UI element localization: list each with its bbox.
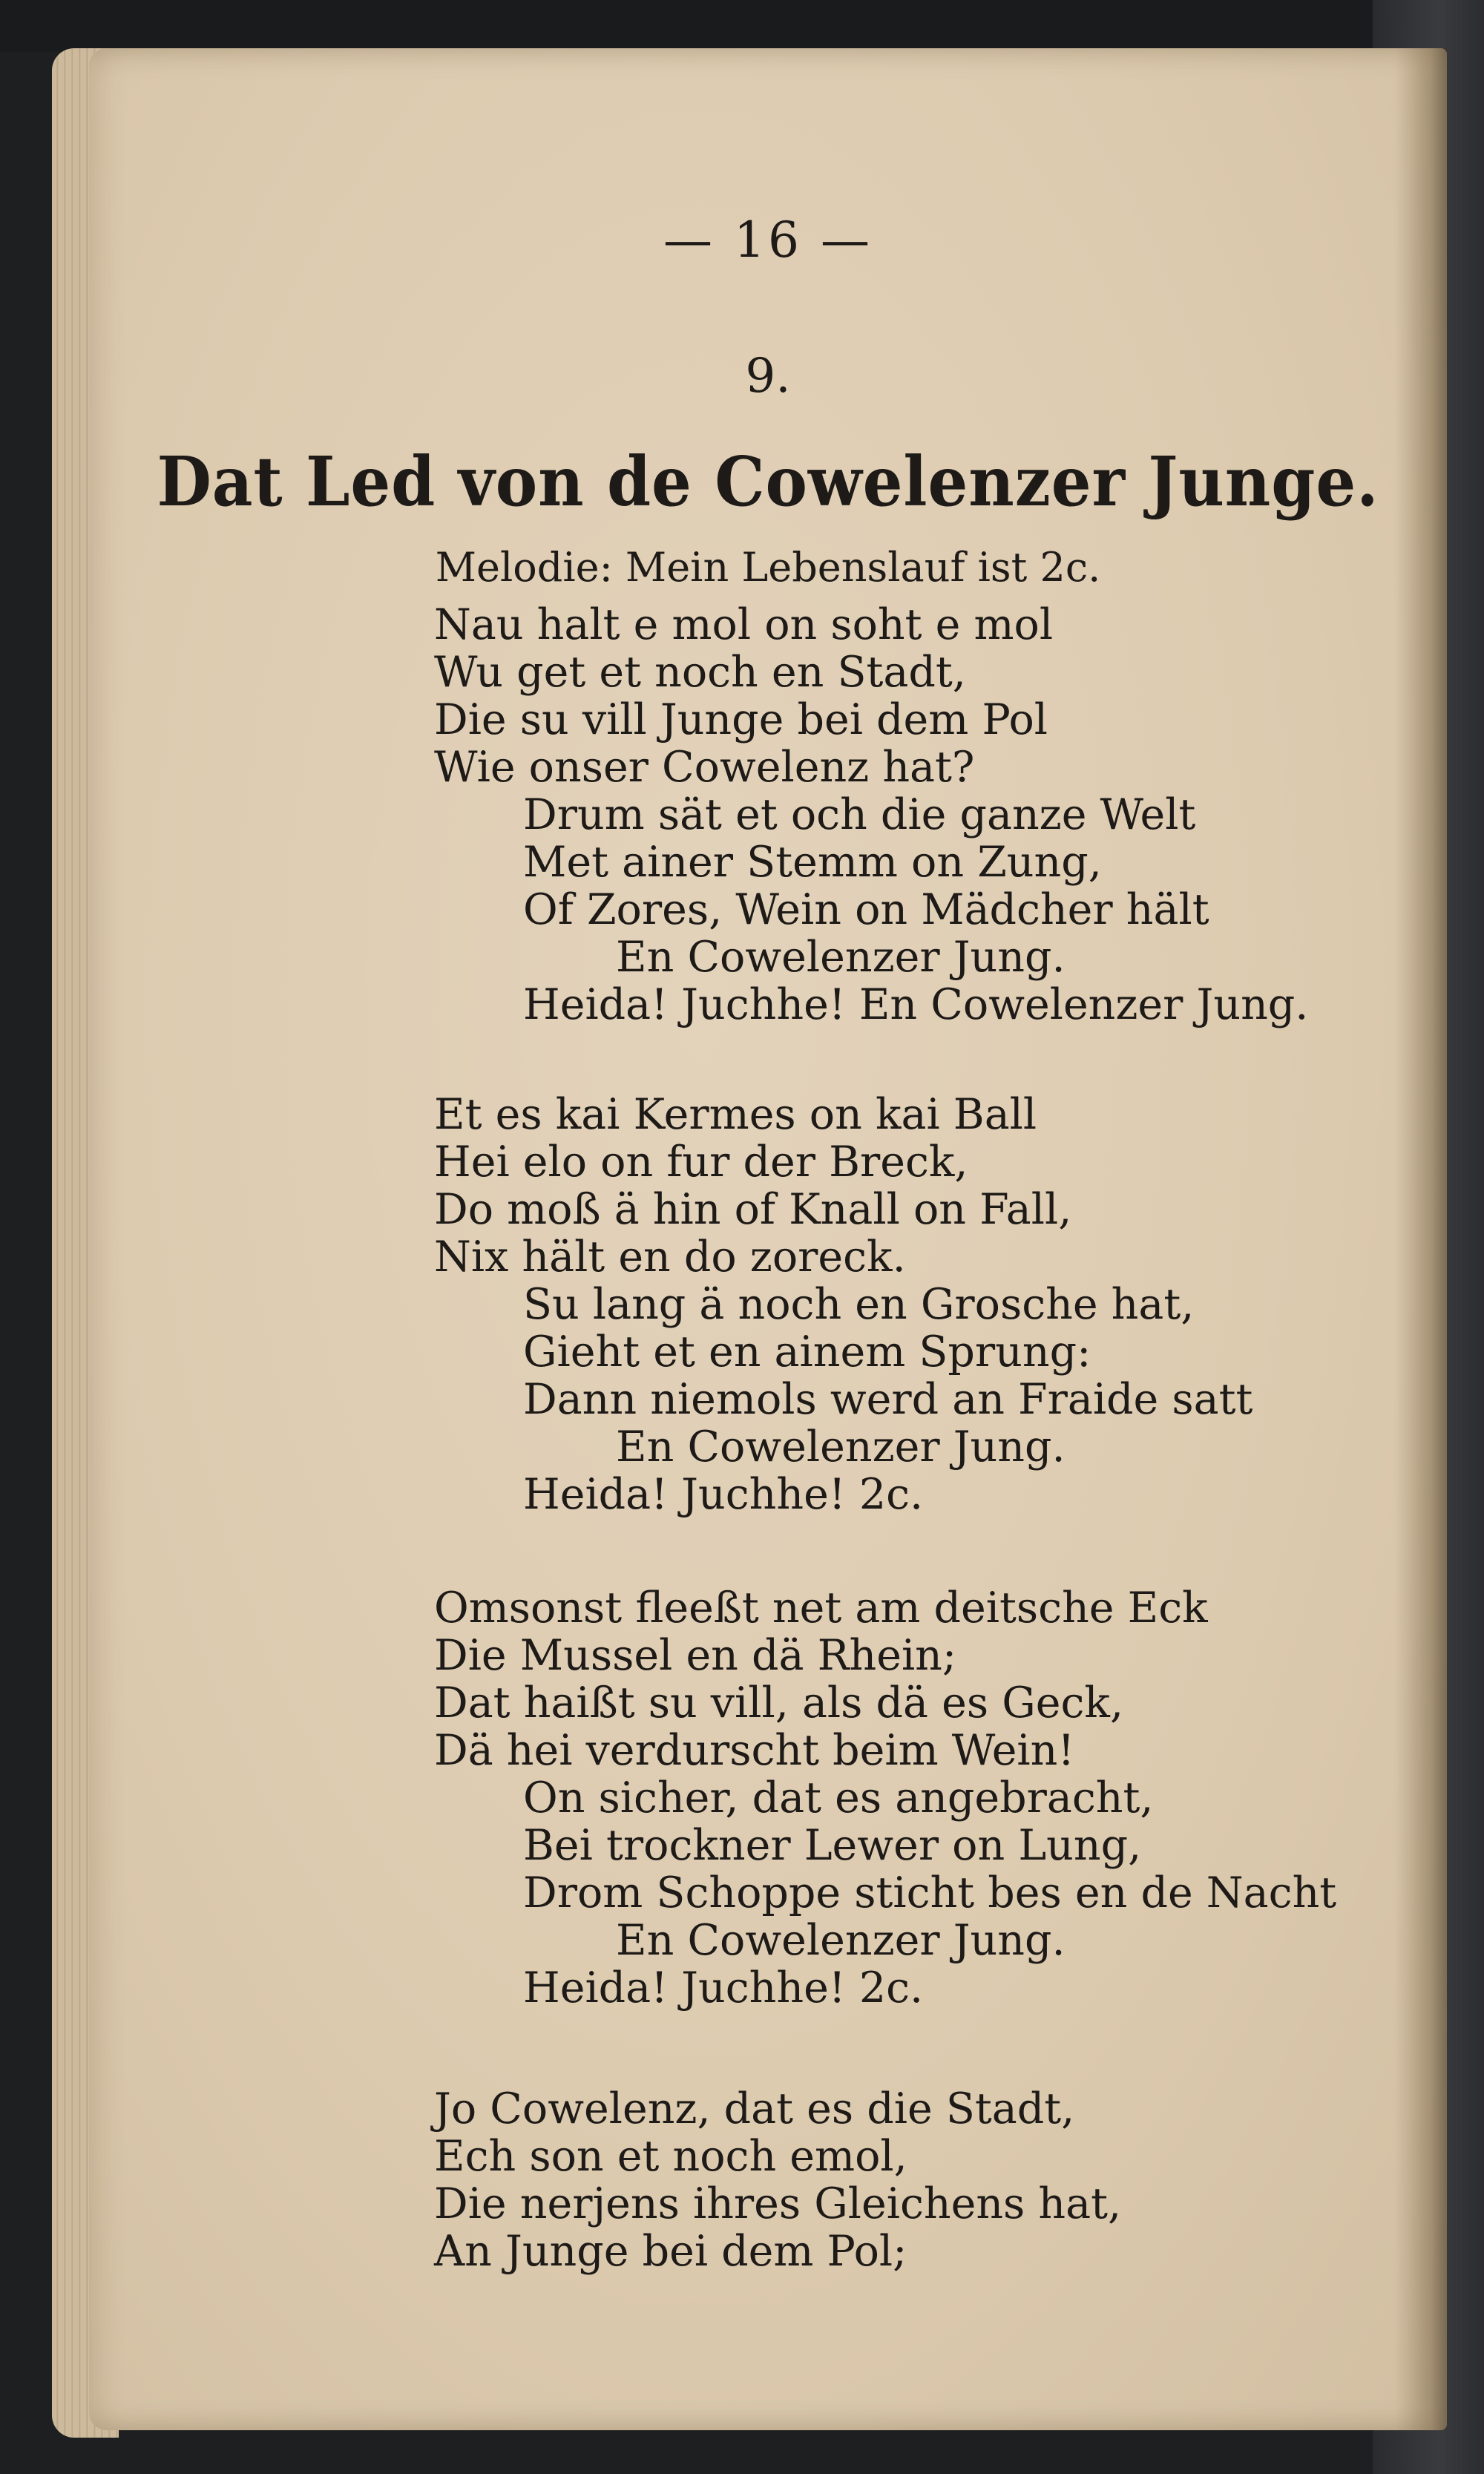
verse-line: En Cowelenzer Jung. [616, 1916, 1066, 1965]
verse-line: Ech son et noch emol, [434, 2132, 907, 2181]
verse-line: En Cowelenzer Jung. [616, 1423, 1066, 1471]
book-page [89, 48, 1447, 2430]
refrain-line: Heida! Juchhe! En Cowelenzer Jung. [523, 980, 1309, 1029]
verse-line: Drom Schoppe sticht bes en de Nacht [523, 1868, 1337, 1917]
verse-line: Omsonst fleeßt net am deitsche Eck [434, 1584, 1208, 1633]
verse-line: Die nerjens ihres Gleichens hat, [434, 2179, 1122, 2228]
page-number: — 16 — [663, 211, 873, 269]
melody-note: Melodie: Mein Lebenslauf ist 2c. [435, 544, 1101, 591]
verse-line: Drum sät et och die ganze Welt [523, 790, 1196, 839]
refrain-line: Heida! Juchhe! 2c. [523, 1470, 924, 1519]
verse-line: Bei trockner Lewer on Lung, [523, 1821, 1142, 1870]
stanza-1 [434, 601, 1399, 1028]
scanner-background-top [0, 0, 1484, 52]
verse-line: Dä hei verdurscht beim Wein! [434, 1726, 1075, 1775]
verse-line: Of Zores, Wein on Mädcher hält [523, 885, 1209, 934]
verse-line: On sicher, dat es angebracht, [523, 1774, 1154, 1822]
verse-line: Do moß ä hin of Knall on Fall, [434, 1185, 1072, 1234]
verse-line: Wie onser Cowelenz hat? [434, 743, 975, 792]
verse-line: Wu get et noch en Stadt, [434, 648, 966, 697]
verse-line: Jo Cowelenz, dat es die Stadt, [434, 2084, 1075, 2133]
refrain-line: Heida! Juchhe! 2c. [523, 1963, 924, 2012]
verse-line: Dann niemols werd an Fraide satt [523, 1375, 1253, 1424]
verse-line: Nix hält en do zoreck. [434, 1233, 906, 1282]
verse-line: An Junge bei dem Pol; [434, 2227, 907, 2276]
song-title: Dat Led von de Cowelenzer Junge. [157, 442, 1379, 522]
stanza-4 [434, 2085, 1399, 2275]
verse-line: En Cowelenzer Jung. [616, 933, 1066, 982]
verse-line: Dat haißt su vill, als dä es Geck, [434, 1679, 1124, 1727]
verse-line: Et es kai Kermes on kai Ball [434, 1090, 1037, 1139]
page-gutter [1395, 48, 1447, 2430]
stanza-2 [434, 1091, 1399, 1518]
song-number: 9. [745, 349, 791, 404]
verse-line: Su lang ä noch en Grosche hat, [523, 1280, 1195, 1329]
verse-line: Gieht et en ainem Sprung: [523, 1328, 1091, 1377]
verse-line: Die Mussel en dä Rhein; [434, 1631, 957, 1680]
verse-line: Met ainer Stemm on Zung, [523, 838, 1102, 887]
stanza-3 [434, 1584, 1399, 2012]
verse-line: Nau halt e mol on soht e mol [434, 600, 1054, 649]
verse-line: Hei elo on fur der Breck, [434, 1138, 968, 1187]
verse-line: Die su vill Junge bei dem Pol [434, 695, 1048, 744]
